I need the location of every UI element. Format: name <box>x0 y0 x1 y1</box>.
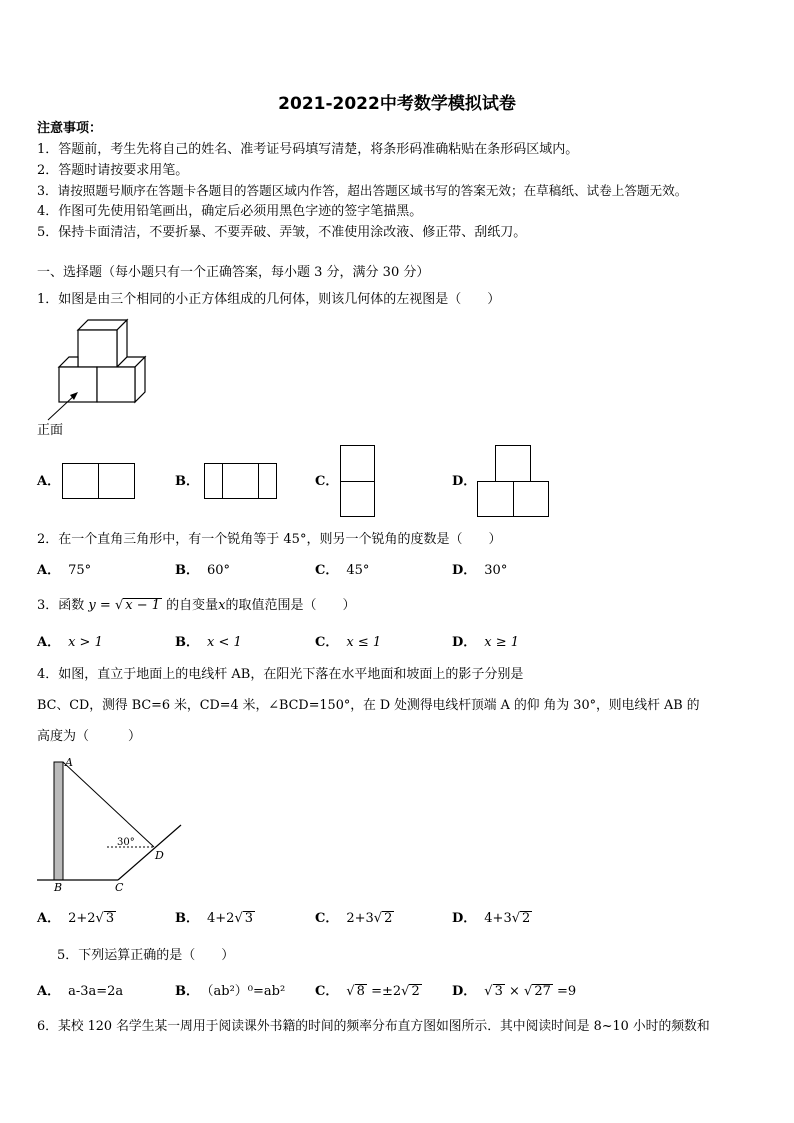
label-c: C <box>115 881 124 894</box>
q1-option-a-label: A． <box>37 474 61 489</box>
q1-option-d-label: D． <box>452 474 477 489</box>
question-6-stem: 6．某校 120 名学生某一周用于阅读课外书籍的时间的频率分布直方图如图所示．其中阅读时间是 8~10 小时的频数和 <box>37 1019 710 1034</box>
question-4-stem-line1: 4．如图，直立于地面上的电线杆 AB，在阳光下落在水平地面和坡面上的影子分别是 <box>37 667 524 682</box>
question-5-stem: 5．下列运算正确的是（ ） <box>57 948 235 963</box>
q4-pole-figure <box>37 756 187 896</box>
section-heading: 一、选择题（每小题只有一个正确答案，每小题 3 分，满分 30 分） <box>37 265 430 280</box>
q4-option-b: B． 4+2√ 3 <box>175 911 254 926</box>
q3-option-a: A． x > 1 <box>37 635 103 650</box>
question-4-stem-line3: 高度为（ ） <box>37 729 142 744</box>
q5-option-c: C． √ 8 =±2√ 2 <box>315 984 420 999</box>
front-label: 正面 <box>37 423 64 438</box>
notice-item: 3．请按照题号顺序在答题卡各题目的答题区域内作答，超出答题区域书写的答案无效；在草稿纸、试卷上答题无效。 <box>37 183 688 198</box>
sqrt-sign: √ <box>114 598 124 613</box>
notice-item: 5．保持卡面清洁，不要折暴、不要弄破、弄皱，不准使用涂改液、修正带、刮纸刀。 <box>37 225 527 240</box>
q4-option-a: A． 2+2√ 3 <box>37 911 115 926</box>
q1-option-b-figure <box>204 463 278 499</box>
q2-option-a: A． 75° <box>37 563 92 578</box>
q1-option-b-label: B． <box>175 474 199 489</box>
q3-option-d: D． x ≥ 1 <box>452 635 520 650</box>
question-2-stem: 2．在一个直角三角形中，有一个锐角等于 45°，则另一个锐角的度数是（ ） <box>37 532 502 547</box>
question-1-stem: 1．如图是由三个相同的小正方体组成的几何体，则该几何体的左视图是（ ） <box>37 292 501 307</box>
angle-label: 30° <box>117 837 135 848</box>
page-title: 2021-2022中考数学模拟试卷 <box>278 94 516 114</box>
q3-option-b: B． x < 1 <box>175 635 242 650</box>
q4-option-d: D． 4+3√ 2 <box>452 911 531 926</box>
question-3-stem: 3．函数 y = √ x − 1 的自变量x的取值范围是（ ） <box>37 598 356 613</box>
notice-heading: 注意事项： <box>37 121 103 136</box>
q4-option-c: C． 2+3√ 2 <box>315 911 393 926</box>
question-4-stem-line2: BC、CD，测得 BC=6 米，CD=4 米，∠BCD=150°，在 D 处测得电线杆顶端 A 的仰 角为 30°，则电线杆 AB 的 <box>37 698 700 713</box>
q5-option-a: A． a-3a=2a <box>37 984 124 999</box>
label-d: D <box>155 849 164 862</box>
label-b: B <box>54 881 63 894</box>
notice-item: 2．答题时请按要求用笔。 <box>37 163 189 178</box>
q2-option-b: B． 60° <box>175 563 231 578</box>
q2-option-c: C． 45° <box>315 563 370 578</box>
q1-option-c-figure <box>340 445 376 517</box>
notice-item: 1．答题前，考生先将自己的姓名、准考证号码填写清楚，将条形码准确粘贴在条形码区域内。 <box>37 142 579 157</box>
q1-option-d-figure <box>477 445 551 517</box>
q1-option-c-label: C． <box>315 474 339 489</box>
q5-option-b: B． （ab²）⁰=ab² <box>175 984 286 999</box>
q5-option-d: D． √ 3 × √ 27 =9 <box>452 984 577 999</box>
notice-item: 4．作图可先使用铅笔画出，确定后必须用黑色字迹的签字笔描黑。 <box>37 204 423 219</box>
q1-option-a-figure <box>62 463 136 499</box>
q2-option-d: D． 30° <box>452 563 508 578</box>
q3-option-c: C． x ≤ 1 <box>315 635 382 650</box>
label-a: A <box>65 756 73 769</box>
